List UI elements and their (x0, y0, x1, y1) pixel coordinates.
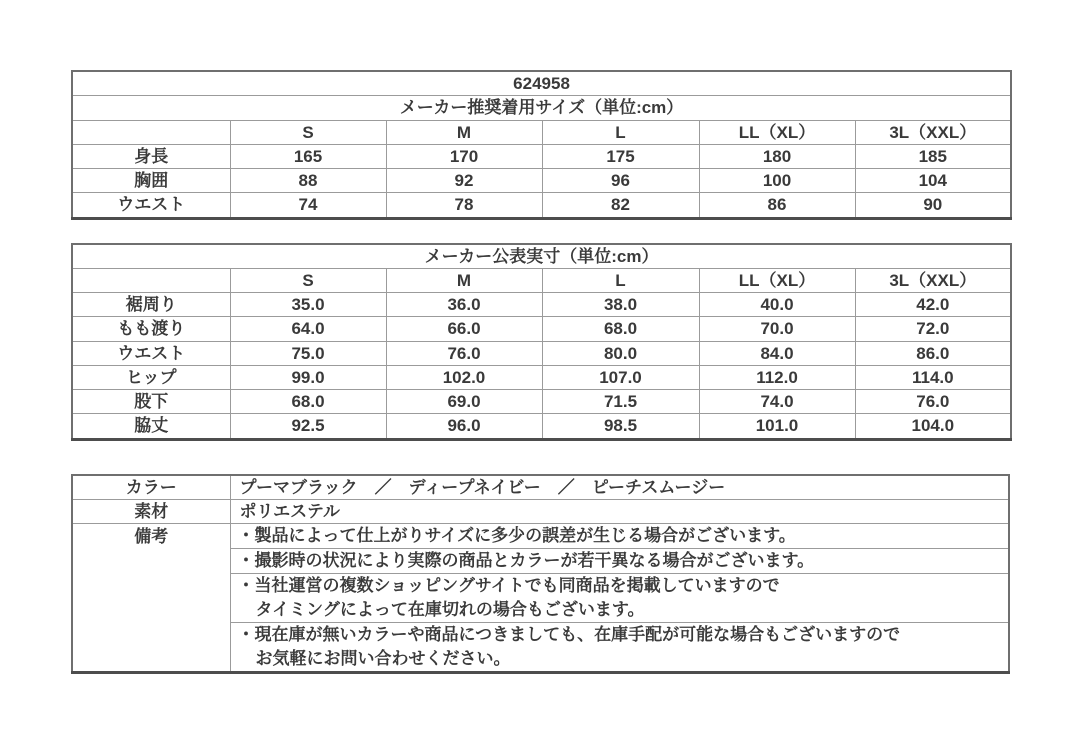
table-row (72, 193, 1011, 218)
corner-cell (72, 120, 230, 144)
note-line: ・撮影時の状況により実際の商品とカラーが若干異なる場合がございます。 (237, 551, 815, 570)
table-row (72, 341, 1011, 365)
size-col-header: LL（XL） (699, 268, 855, 292)
size-value: 86.0 (855, 341, 1011, 365)
color-row (72, 475, 1009, 500)
row-label: 股下 (72, 390, 230, 414)
recommended-size-table (71, 70, 1012, 220)
size-value: 76.0 (386, 341, 542, 365)
size-col-header: LL（XL） (699, 120, 855, 144)
row-label: 身長 (72, 144, 230, 168)
table-row (72, 293, 1011, 317)
actual-size-table (71, 243, 1012, 441)
notes-row (72, 524, 1009, 673)
size-value: 90 (855, 193, 1011, 218)
size-value: 101.0 (699, 414, 855, 439)
table-row (72, 144, 1011, 168)
size-value: 80.0 (542, 341, 699, 365)
table-row (72, 96, 1011, 120)
size-value: 165 (230, 144, 386, 168)
size-col-header: 3L（XXL） (855, 268, 1011, 292)
material-row (72, 499, 1009, 523)
size-value: 68.0 (542, 317, 699, 341)
size-col-header: S (230, 120, 386, 144)
corner-cell (72, 268, 230, 292)
size-col-header: S (230, 268, 386, 292)
size-value: 92.5 (230, 414, 386, 439)
info-table (71, 474, 1010, 675)
recommended-size-title: メーカー推奨着用サイズ（単位:cm） (72, 96, 1011, 120)
material-value: ポリエステル (230, 499, 1009, 523)
size-col-header: L (542, 268, 699, 292)
size-value: 180 (699, 144, 855, 168)
size-chart-sheet (71, 70, 1010, 674)
table-row (72, 244, 1011, 269)
note-item (231, 622, 1009, 671)
actual-size-title: メーカー公表実寸（単位:cm） (72, 244, 1011, 269)
row-label: 胸囲 (72, 169, 230, 193)
size-value: 88 (230, 169, 386, 193)
size-value: 104.0 (855, 414, 1011, 439)
size-value: 107.0 (542, 365, 699, 389)
product-code: 624958 (72, 71, 1011, 96)
size-value: 102.0 (386, 365, 542, 389)
size-value: 40.0 (699, 293, 855, 317)
table-row (72, 317, 1011, 341)
size-value: 74.0 (699, 390, 855, 414)
size-value: 98.5 (542, 414, 699, 439)
size-header-row (72, 268, 1011, 292)
size-value: 185 (855, 144, 1011, 168)
size-value: 69.0 (386, 390, 542, 414)
note-line: ・現在庫が無いカラーや商品につきましても、在庫手配が可能な場合もございますので (237, 625, 901, 644)
color-value: プーマブラック ／ ディープネイビー ／ ピーチスムージー (230, 475, 1009, 500)
size-value: 66.0 (386, 317, 542, 341)
size-col-header: L (542, 120, 699, 144)
size-value: 76.0 (855, 390, 1011, 414)
size-value: 86 (699, 193, 855, 218)
size-value: 175 (542, 144, 699, 168)
note-item (231, 548, 1009, 573)
note-item (231, 573, 1009, 622)
row-label: 裾周り (72, 293, 230, 317)
size-value: 68.0 (230, 390, 386, 414)
size-value: 170 (386, 144, 542, 168)
row-label: 備考 (72, 524, 230, 673)
size-value: 35.0 (230, 293, 386, 317)
size-value: 114.0 (855, 365, 1011, 389)
size-value: 99.0 (230, 365, 386, 389)
table-row (72, 71, 1011, 96)
note-line: お気軽にお問い合わせください。 (255, 649, 511, 668)
size-value: 96.0 (386, 414, 542, 439)
size-value: 71.5 (542, 390, 699, 414)
note-item (231, 524, 1009, 548)
note-line: ・当社運営の複数ショッピングサイトでも同商品を掲載していますので (237, 576, 780, 595)
size-value: 74 (230, 193, 386, 218)
size-value: 92 (386, 169, 542, 193)
size-value: 38.0 (542, 293, 699, 317)
note-line: タイミングによって在庫切れの場合もございます。 (255, 600, 645, 619)
size-col-header: 3L（XXL） (855, 120, 1011, 144)
row-label: ヒップ (72, 365, 230, 389)
size-value: 112.0 (699, 365, 855, 389)
size-value: 42.0 (855, 293, 1011, 317)
size-value: 70.0 (699, 317, 855, 341)
size-value: 96 (542, 169, 699, 193)
row-label: もも渡り (72, 317, 230, 341)
table-row (72, 365, 1011, 389)
table-row (72, 169, 1011, 193)
row-label: 脇丈 (72, 414, 230, 439)
size-value: 78 (386, 193, 542, 218)
size-value: 84.0 (699, 341, 855, 365)
size-value: 72.0 (855, 317, 1011, 341)
row-label: ウエスト (72, 341, 230, 365)
note-line: ・製品によって仕上がりサイズに多少の誤差が生じる場合がございます。 (237, 526, 796, 545)
row-label: カラー (72, 475, 230, 500)
row-label: ウエスト (72, 193, 230, 218)
row-label: 素材 (72, 499, 230, 523)
size-col-header: M (386, 120, 542, 144)
size-value: 104 (855, 169, 1011, 193)
table-row (72, 414, 1011, 439)
table-row (72, 390, 1011, 414)
notes-cell (230, 524, 1009, 673)
size-value: 64.0 (230, 317, 386, 341)
size-header-row (72, 120, 1011, 144)
size-value: 100 (699, 169, 855, 193)
size-value: 82 (542, 193, 699, 218)
size-value: 75.0 (230, 341, 386, 365)
size-value: 36.0 (386, 293, 542, 317)
size-col-header: M (386, 268, 542, 292)
